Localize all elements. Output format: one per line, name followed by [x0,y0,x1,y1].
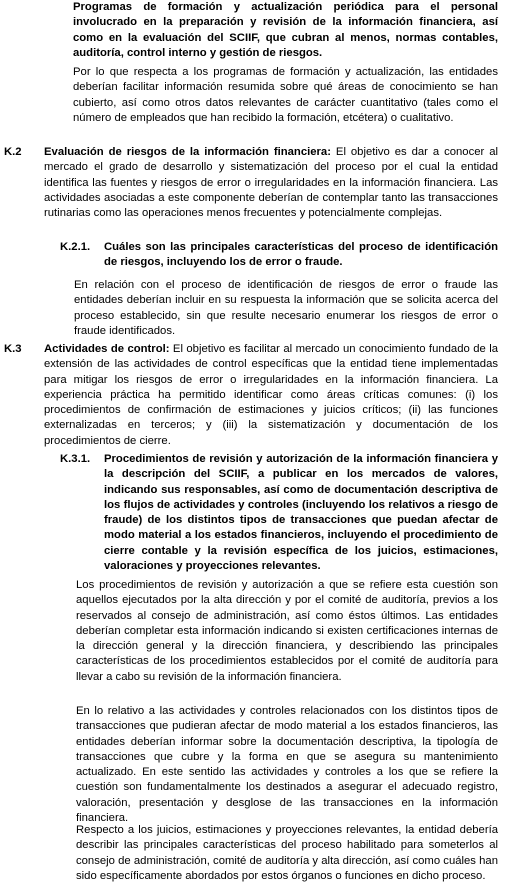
review-procedures-paragraph: Los procedimientos de revisión y autorización a que se refiere esta cuestión son aquellos ejecutados por la alta dirección y por el comité de auditoría, previos a los reservados al consejo de administración, así como éstos últimos. Las entidades deberían completar esta información indicando si existen certificaciones internas de la dirección general y la dirección financiera, y describiendo las principales características de los procedimientos establecidos por el comité de auditoría para llevar a cabo su revisión de la información financiera. [76,579,498,683]
section-k2-text [44,145,498,221]
subsection-k21 [60,240,498,271]
subsection-k31 [60,452,498,574]
section-k2 [4,145,498,221]
subsection-k21-paragraph: En relación con el proceso de identificación de riesgos de error o fraude las entidades deberían incluir en su respuesta la información que se solicita acerca del proceso establecido, sin que resulte necesario enumerar los riesgos de error o fraude identificados. [74,279,498,337]
section-k3 [4,342,498,449]
section-k3-number: K.3 [4,343,22,355]
section-k2-body: El objetivo es dar a conocer al mercado el grado de desarrollo y sistematización del proceso por el cual la entidad identifica las fuentes y riesgos de error o irregularidades en la información financiera. Las actividades asociadas a este componente deberían de contemplar tanto las transacciones rutinarias como las operaciones menos frecuentes y potencialmente complejas. [44,146,498,220]
transactions-controls-paragraph: En lo relativo a las actividades y controles relacionados con los distintos tipos de transacciones que pudieran afectar de modo material a los estados financieros, las entidades deberían informar sobre la documentación descriptiva, la tipología de transacciones que cubre y la forma en que se asegura su mantenimiento actualizado. En este sentido las actividades y controles a los que se refiere la cuestión son fundamentalmente los destinados a asegurar el adecuado registro, valoración, presentación y desglose de las transacciones en la información financiera. [76,705,498,825]
section-k3-text [44,342,498,449]
subsection-k31-title: Procedimientos de revisión y autorización de la información financiera y la descripción del SCIIF, a publicar en los mercados de valores, indicando sus responsables, así como de documentación descriptiva de los flujos de actividades y controles (incluyendo los relativos a riesgo de fraude) de los distintos tipos de transacciones que puedan afectar de modo material a los estados financieros, incluyendo el procedimiento de cierre contable y la revisión específica de los juicios, estimaciones, valoraciones y proyecciones relevantes. [104,453,498,573]
subsection-k31-number: K.3.1. [60,453,91,465]
subsection-k21-title: Cuáles son las principales características del proceso de identificación de riesgos, incluyendo los de error o fraude. [104,241,498,269]
subsection-k21-number: K.2.1. [60,241,91,253]
training-programs-paragraph: Por lo que respecta a los programas de formación y actualización, las entidades deberían facilitar información resumida sobre qué áreas de conocimiento se han cubierto, así como otros datos relevantes de carácter cuantitativo (tales como el número de empleados que han recibido la formación, etcétera) o cualitativo. [73,66,498,124]
training-programs-heading: Programas de formación y actualización periódica para el personal involucrado en la preparación y revisión de la información financiera, así como en la evaluación del SCIIF, que cubran al menos, normas contables, auditoría, control interno y gestión de riesgos. [73,1,498,59]
section-k3-body: El objetivo es facilitar al mercado un conocimiento fundado de la extensión de las actividades de control específicas que la entidad tiene implementadas para mitigar los riesgos de error o irregularidades en la información financiera. La experiencia práctica ha permitido identificar como áreas críticas comunes: (i) los procedimientos de confirmación de estimaciones y juicios críticos; (ii) las funciones externalizadas en terceros; y (iii) la sistematización y documentación de los procedimientos de cierre. [44,343,498,447]
judgments-estimates-paragraph: Respecto a los juicios, estimaciones y proyecciones relevantes, la entidad debería describir las principales características del proceso habilitado para someterlos al consejo de administración, comité de auditoría y alta dirección, así como cuáles han sido específicamente abordados por estos órganos o funciones en dicho proceso. [76,824,498,882]
section-k2-title: Evaluación de riesgos de la información financiera: [44,146,331,158]
section-k3-title: Actividades de control: [44,343,170,355]
section-k2-number: K.2 [4,146,22,158]
